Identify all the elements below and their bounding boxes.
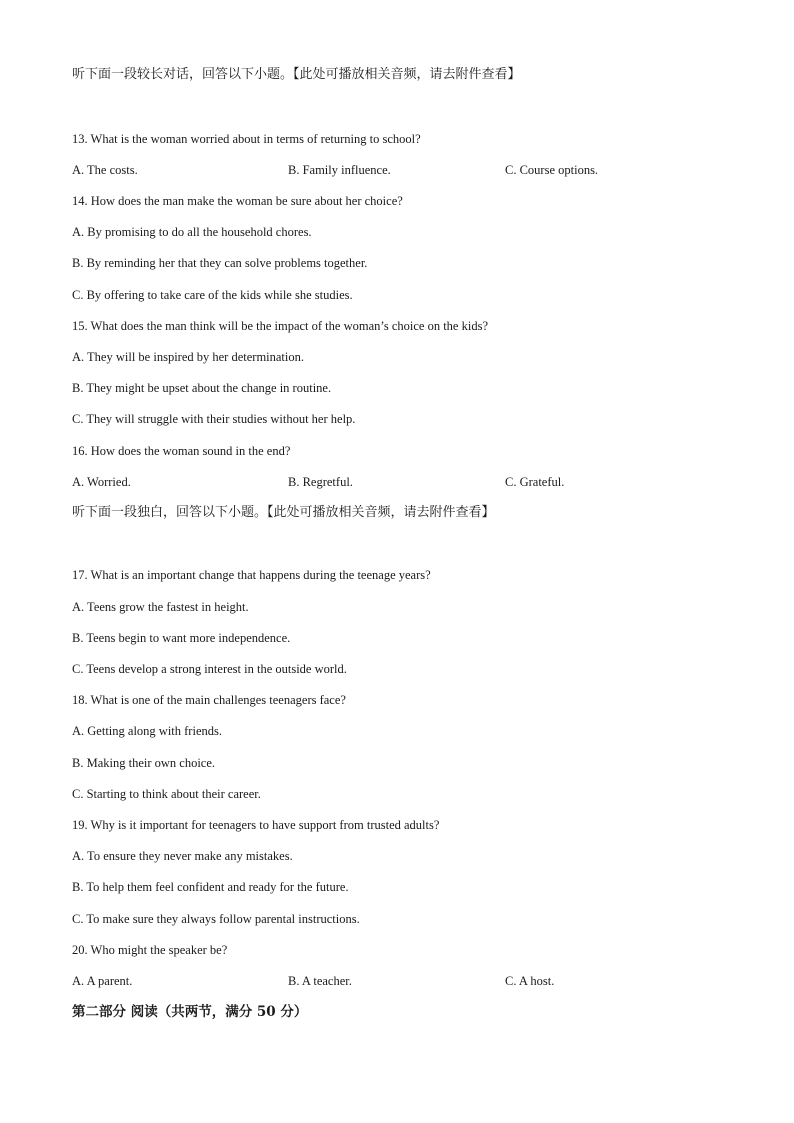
option-b: B. A teacher.	[288, 974, 352, 988]
question-20-options	[0, 973, 794, 989]
question-15: 15. What does the man think will be the impact of the woman’s choice on the kids?	[72, 319, 488, 333]
option-c: C. They will struggle with their studies without her help.	[72, 412, 356, 426]
question-13-options	[0, 162, 794, 178]
option-c: C. Starting to think about their career.	[72, 787, 261, 801]
option-b: B. Making their own choice.	[72, 756, 216, 770]
option-b: B. To help them feel confident and ready for the future.	[72, 880, 349, 894]
option-a: A. Teens grow the fastest in height.	[72, 600, 249, 614]
option-b: B. Family influence.	[288, 163, 391, 177]
section1-instruction: 听下面一段较长对话，回答以下小题。【此处可播放相关音频，请去附件查看】	[72, 67, 521, 82]
section2-instruction: 听下面一段独白，回答以下小题。【此处可播放相关音频，请去附件查看】	[72, 505, 495, 520]
option-a: A. Getting along with friends.	[72, 724, 222, 738]
part2-heading: 第二部分 阅读（共两节，满分 50 分）	[72, 1004, 308, 1020]
option-a: A. By promising to do all the household chores.	[72, 225, 312, 239]
question-14: 14. How does the man make the woman be sure about her choice?	[72, 194, 403, 208]
option-a: A. The costs.	[72, 163, 138, 177]
option-b: B. Regretful.	[288, 475, 353, 489]
option-b: B. Teens begin to want more independence.	[72, 631, 291, 645]
option-a: A. Worried.	[72, 475, 131, 489]
question-18: 18. What is one of the main challenges teenagers face?	[72, 693, 346, 707]
option-c: C. Course options.	[505, 163, 599, 177]
option-c: C. Grateful.	[505, 475, 565, 489]
option-c: C. By offering to take care of the kids while she studies.	[72, 288, 353, 302]
question-19: 19. Why is it important for teenagers to have support from trusted adults?	[72, 818, 440, 832]
option-a: A. To ensure they never make any mistakes.	[72, 849, 293, 863]
option-a: A. They will be inspired by her determination.	[72, 350, 305, 364]
option-b: B. By reminding her that they can solve problems together.	[72, 256, 368, 270]
option-b: B. They might be upset about the change in routine.	[72, 381, 332, 395]
question-16-options	[0, 474, 794, 490]
question-17: 17. What is an important change that happens during the teenage years?	[72, 568, 431, 582]
question-13: 13. What is the woman worried about in terms of returning to school?	[72, 132, 421, 146]
option-c: C. Teens develop a strong interest in the outside world.	[72, 662, 347, 676]
option-a: A. A parent.	[72, 974, 133, 988]
question-16: 16. How does the woman sound in the end?	[72, 444, 291, 458]
option-c: C. A host.	[505, 974, 555, 988]
option-c: C. To make sure they always follow parental instructions.	[72, 912, 360, 926]
question-20: 20. Who might the speaker be?	[72, 943, 228, 957]
